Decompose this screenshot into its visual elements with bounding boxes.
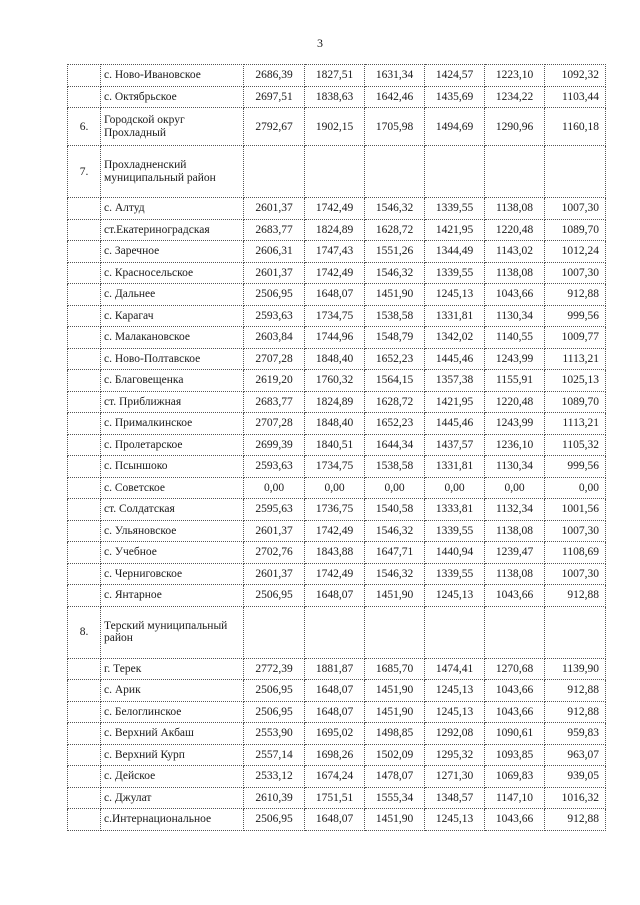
page-number: 3 [317, 36, 323, 50]
value-cell: 2593,63 [244, 305, 305, 327]
table-row [68, 723, 606, 745]
value-cell: 912,88 [545, 284, 606, 306]
value-cell: 1016,32 [545, 787, 606, 809]
value-cell: 1843,88 [305, 542, 365, 564]
value-cell: 1245,13 [425, 809, 485, 831]
value-cell: 1001,56 [545, 499, 606, 521]
value-cell: 1243,99 [485, 348, 545, 370]
row-number-cell [68, 370, 101, 392]
value-cell [485, 606, 545, 658]
row-number-cell [68, 744, 101, 766]
value-cell: 1555,34 [365, 787, 425, 809]
settlement-name-cell: с. Дейское [101, 766, 244, 788]
settlement-name-cell: ст. Приближная [101, 391, 244, 413]
settlement-name-cell: с. Заречное [101, 241, 244, 263]
row-number-cell [68, 262, 101, 284]
value-cell: 1113,21 [545, 413, 606, 435]
value-cell: 2619,20 [244, 370, 305, 392]
value-cell: 2686,39 [244, 65, 305, 87]
value-cell: 1424,57 [425, 65, 485, 87]
value-cell: 1043,66 [485, 284, 545, 306]
value-cell: 1840,51 [305, 434, 365, 456]
value-cell: 1628,72 [365, 391, 425, 413]
tariff-table [67, 64, 606, 831]
value-cell: 1652,23 [365, 348, 425, 370]
value-cell: 1007,30 [545, 563, 606, 585]
value-cell: 1223,10 [485, 65, 545, 87]
table-row [68, 606, 606, 658]
value-cell: 1234,22 [485, 86, 545, 108]
row-number-cell [68, 86, 101, 108]
settlement-name-cell: с. Псыншоко [101, 456, 244, 478]
value-cell: 1292,08 [425, 723, 485, 745]
value-cell: 1824,89 [305, 219, 365, 241]
value-cell: 0,00 [365, 477, 425, 499]
table-row [68, 219, 606, 241]
value-cell: 1648,07 [305, 680, 365, 702]
value-cell: 1742,49 [305, 563, 365, 585]
row-number-cell [68, 434, 101, 456]
value-cell: 2533,12 [244, 766, 305, 788]
value-cell: 1138,08 [485, 563, 545, 585]
settlement-name-cell: с. Красносельское [101, 262, 244, 284]
table-row [68, 520, 606, 542]
row-number-cell [68, 701, 101, 723]
value-cell: 2697,51 [244, 86, 305, 108]
value-cell: 1838,63 [305, 86, 365, 108]
value-cell: 1546,32 [365, 262, 425, 284]
value-cell: 1451,90 [365, 585, 425, 607]
table-row [68, 305, 606, 327]
settlement-name-cell: с. Благовещенка [101, 370, 244, 392]
value-cell: 1494,69 [425, 108, 485, 146]
row-number-cell [68, 305, 101, 327]
row-number-cell [68, 585, 101, 607]
value-cell: 1546,32 [365, 520, 425, 542]
value-cell: 1421,95 [425, 391, 485, 413]
value-cell: 1848,40 [305, 413, 365, 435]
value-cell: 2506,95 [244, 809, 305, 831]
row-number-cell [68, 499, 101, 521]
value-cell: 1744,96 [305, 327, 365, 349]
value-cell: 1881,87 [305, 658, 365, 680]
value-cell: 2506,95 [244, 284, 305, 306]
row-number-cell: 6. [68, 108, 101, 146]
value-cell: 2707,28 [244, 413, 305, 435]
table-row [68, 348, 606, 370]
value-cell [365, 146, 425, 198]
row-number-cell [68, 563, 101, 585]
table-row [68, 198, 606, 220]
value-cell: 1902,15 [305, 108, 365, 146]
row-number-cell [68, 284, 101, 306]
value-cell: 1647,71 [365, 542, 425, 564]
value-cell: 1451,90 [365, 809, 425, 831]
value-cell: 1069,83 [485, 766, 545, 788]
value-cell: 1143,02 [485, 241, 545, 263]
value-cell: 1290,96 [485, 108, 545, 146]
settlement-name-cell: с. Малакановское [101, 327, 244, 349]
settlement-name-cell: с. Арик [101, 680, 244, 702]
value-cell: 1113,21 [545, 348, 606, 370]
value-cell: 1742,49 [305, 262, 365, 284]
row-number-cell [68, 198, 101, 220]
value-cell: 1628,72 [365, 219, 425, 241]
value-cell: 1295,32 [425, 744, 485, 766]
value-cell: 1652,23 [365, 413, 425, 435]
row-number-cell [68, 391, 101, 413]
settlement-name-cell: с. Прималкинское [101, 413, 244, 435]
value-cell: 1742,49 [305, 198, 365, 220]
value-cell: 2683,77 [244, 391, 305, 413]
value-cell: 1130,34 [485, 456, 545, 478]
value-cell: 1339,55 [425, 520, 485, 542]
value-cell: 1089,70 [545, 391, 606, 413]
value-cell: 1648,07 [305, 585, 365, 607]
value-cell: 1108,69 [545, 542, 606, 564]
value-cell: 1348,57 [425, 787, 485, 809]
table-row [68, 108, 606, 146]
table-row [68, 327, 606, 349]
settlement-name-cell: с. Янтарное [101, 585, 244, 607]
row-number-cell [68, 809, 101, 831]
value-cell [305, 146, 365, 198]
value-cell: 1160,18 [545, 108, 606, 146]
value-cell: 1674,24 [305, 766, 365, 788]
value-cell: 1132,34 [485, 499, 545, 521]
value-cell: 1648,07 [305, 701, 365, 723]
value-cell: 1105,32 [545, 434, 606, 456]
value-cell: 999,56 [545, 456, 606, 478]
value-cell: 2601,37 [244, 563, 305, 585]
table-row [68, 86, 606, 108]
value-cell: 1685,70 [365, 658, 425, 680]
table-row [68, 585, 606, 607]
row-number-cell [68, 520, 101, 542]
value-cell: 1245,13 [425, 680, 485, 702]
value-cell: 1155,91 [485, 370, 545, 392]
value-cell: 1333,81 [425, 499, 485, 521]
settlement-name-cell: г. Терек [101, 658, 244, 680]
value-cell: 1698,26 [305, 744, 365, 766]
value-cell: 1538,58 [365, 456, 425, 478]
value-cell: 2707,28 [244, 348, 305, 370]
value-cell: 1138,08 [485, 520, 545, 542]
value-cell: 1331,81 [425, 305, 485, 327]
value-cell: 1421,95 [425, 219, 485, 241]
value-cell: 1012,24 [545, 241, 606, 263]
value-cell: 1827,51 [305, 65, 365, 87]
settlement-name-cell: с. Черниговское [101, 563, 244, 585]
value-cell [485, 146, 545, 198]
row-number-cell [68, 219, 101, 241]
value-cell: 2553,90 [244, 723, 305, 745]
value-cell [305, 606, 365, 658]
value-cell [244, 146, 305, 198]
table-row [68, 809, 606, 831]
value-cell: 1140,55 [485, 327, 545, 349]
row-number-cell [68, 787, 101, 809]
value-cell: 1043,66 [485, 680, 545, 702]
settlement-name-cell: с. Ново-Полтавское [101, 348, 244, 370]
value-cell: 0,00 [425, 477, 485, 499]
settlement-name-cell: с. Верхний Курп [101, 744, 244, 766]
value-cell: 2702,76 [244, 542, 305, 564]
row-number-cell [68, 348, 101, 370]
row-number-cell: 7. [68, 146, 101, 198]
settlement-name-cell: с. Ульяновское [101, 520, 244, 542]
value-cell: 1824,89 [305, 391, 365, 413]
value-cell: 1538,58 [365, 305, 425, 327]
value-cell: 1751,51 [305, 787, 365, 809]
settlement-name-cell: с. Ново-Ивановское [101, 65, 244, 87]
value-cell: 1270,68 [485, 658, 545, 680]
value-cell: 1239,47 [485, 542, 545, 564]
value-cell: 0,00 [305, 477, 365, 499]
value-cell: 2506,95 [244, 680, 305, 702]
value-cell: 2606,31 [244, 241, 305, 263]
value-cell: 1747,43 [305, 241, 365, 263]
value-cell: 1648,07 [305, 284, 365, 306]
value-cell: 1760,32 [305, 370, 365, 392]
value-cell [425, 146, 485, 198]
value-cell: 939,05 [545, 766, 606, 788]
value-cell: 2595,63 [244, 499, 305, 521]
value-cell: 959,83 [545, 723, 606, 745]
value-cell: 1502,09 [365, 744, 425, 766]
value-cell: 1736,75 [305, 499, 365, 521]
value-cell: 1642,46 [365, 86, 425, 108]
value-cell: 1139,90 [545, 658, 606, 680]
value-cell: 0,00 [545, 477, 606, 499]
value-cell: 912,88 [545, 701, 606, 723]
value-cell: 2699,39 [244, 434, 305, 456]
value-cell: 1220,48 [485, 391, 545, 413]
row-number-cell [68, 542, 101, 564]
value-cell: 1342,02 [425, 327, 485, 349]
settlement-name-cell: Городской округ Прохладный [101, 108, 244, 146]
settlement-name-cell: с. Джулат [101, 787, 244, 809]
value-cell: 912,88 [545, 809, 606, 831]
row-number-cell [68, 658, 101, 680]
row-number-cell [68, 413, 101, 435]
value-cell: 963,07 [545, 744, 606, 766]
table-row [68, 146, 606, 198]
value-cell: 1025,13 [545, 370, 606, 392]
value-cell: 1734,75 [305, 305, 365, 327]
value-cell: 1540,58 [365, 499, 425, 521]
value-cell: 1245,13 [425, 585, 485, 607]
value-cell: 1093,85 [485, 744, 545, 766]
value-cell: 2603,84 [244, 327, 305, 349]
settlement-name-cell: с. Алтуд [101, 198, 244, 220]
table-row [68, 413, 606, 435]
settlement-name-cell: с. Верхний Акбаш [101, 723, 244, 745]
table-row [68, 456, 606, 478]
row-number-cell [68, 456, 101, 478]
value-cell: 2601,37 [244, 198, 305, 220]
value-cell: 1243,99 [485, 413, 545, 435]
value-cell: 1548,79 [365, 327, 425, 349]
value-cell: 2557,14 [244, 744, 305, 766]
settlement-name-cell: с. Октябрьское [101, 86, 244, 108]
row-number-cell [68, 65, 101, 87]
row-number-cell: 8. [68, 606, 101, 658]
settlement-name-cell: ст. Солдатская [101, 499, 244, 521]
table-row [68, 477, 606, 499]
table-row [68, 787, 606, 809]
value-cell [545, 146, 606, 198]
value-cell: 1339,55 [425, 198, 485, 220]
value-cell: 2593,63 [244, 456, 305, 478]
value-cell: 1451,90 [365, 680, 425, 702]
value-cell: 1089,70 [545, 219, 606, 241]
value-cell: 1245,13 [425, 284, 485, 306]
value-cell: 1147,10 [485, 787, 545, 809]
value-cell: 1043,66 [485, 585, 545, 607]
value-cell: 0,00 [485, 477, 545, 499]
table-row [68, 658, 606, 680]
table-body [68, 65, 606, 831]
value-cell [244, 606, 305, 658]
table-row [68, 542, 606, 564]
row-number-cell [68, 327, 101, 349]
settlement-name-cell: Терский муниципальный район [101, 606, 244, 658]
table-row [68, 370, 606, 392]
value-cell [425, 606, 485, 658]
value-cell: 2683,77 [244, 219, 305, 241]
row-number-cell [68, 766, 101, 788]
table-row [68, 241, 606, 263]
value-cell: 1644,34 [365, 434, 425, 456]
value-cell: 2772,39 [244, 658, 305, 680]
value-cell: 1092,32 [545, 65, 606, 87]
table-row [68, 391, 606, 413]
value-cell: 2601,37 [244, 262, 305, 284]
table-row [68, 434, 606, 456]
row-number-cell [68, 241, 101, 263]
settlement-name-cell: с. Пролетарское [101, 434, 244, 456]
value-cell: 1445,46 [425, 348, 485, 370]
settlement-name-cell: с. Дальнее [101, 284, 244, 306]
value-cell: 1130,34 [485, 305, 545, 327]
value-cell: 1648,07 [305, 809, 365, 831]
settlement-name-cell: с.Интернациональное [101, 809, 244, 831]
value-cell: 1007,30 [545, 262, 606, 284]
table-row [68, 744, 606, 766]
value-cell: 1009,77 [545, 327, 606, 349]
row-number-cell [68, 477, 101, 499]
table-row [68, 766, 606, 788]
value-cell: 2601,37 [244, 520, 305, 542]
table-row [68, 499, 606, 521]
table-row [68, 680, 606, 702]
value-cell [545, 606, 606, 658]
value-cell: 1220,48 [485, 219, 545, 241]
value-cell: 1435,69 [425, 86, 485, 108]
table-row [68, 284, 606, 306]
value-cell: 1546,32 [365, 563, 425, 585]
value-cell: 1440,94 [425, 542, 485, 564]
value-cell: 1339,55 [425, 563, 485, 585]
row-number-cell [68, 723, 101, 745]
settlement-name-cell: с. Советское [101, 477, 244, 499]
value-cell: 1357,38 [425, 370, 485, 392]
value-cell: 1090,61 [485, 723, 545, 745]
value-cell: 1245,13 [425, 701, 485, 723]
value-cell: 1742,49 [305, 520, 365, 542]
value-cell: 1705,98 [365, 108, 425, 146]
value-cell: 1445,46 [425, 413, 485, 435]
row-number-cell [68, 680, 101, 702]
value-cell: 1271,30 [425, 766, 485, 788]
value-cell: 2792,67 [244, 108, 305, 146]
value-cell: 0,00 [244, 477, 305, 499]
value-cell: 1007,30 [545, 520, 606, 542]
value-cell: 1551,26 [365, 241, 425, 263]
value-cell: 1631,34 [365, 65, 425, 87]
table-row [68, 65, 606, 87]
value-cell: 1344,49 [425, 241, 485, 263]
value-cell: 1734,75 [305, 456, 365, 478]
value-cell: 1437,57 [425, 434, 485, 456]
settlement-name-cell: с. Карагач [101, 305, 244, 327]
value-cell: 1546,32 [365, 198, 425, 220]
settlement-name-cell: Прохладненский муниципальный район [101, 146, 244, 198]
settlement-name-cell: ст.Екатериноградская [101, 219, 244, 241]
value-cell: 1043,66 [485, 809, 545, 831]
value-cell: 999,56 [545, 305, 606, 327]
value-cell: 2610,39 [244, 787, 305, 809]
value-cell: 1474,41 [425, 658, 485, 680]
value-cell: 1103,44 [545, 86, 606, 108]
value-cell: 2506,95 [244, 701, 305, 723]
value-cell: 1848,40 [305, 348, 365, 370]
value-cell: 1695,02 [305, 723, 365, 745]
table-row [68, 262, 606, 284]
value-cell: 912,88 [545, 680, 606, 702]
table-row [68, 563, 606, 585]
value-cell: 1331,81 [425, 456, 485, 478]
value-cell: 1339,55 [425, 262, 485, 284]
value-cell: 2506,95 [244, 585, 305, 607]
value-cell: 1451,90 [365, 284, 425, 306]
value-cell: 1043,66 [485, 701, 545, 723]
table-row [68, 701, 606, 723]
value-cell: 1138,08 [485, 262, 545, 284]
value-cell: 1478,07 [365, 766, 425, 788]
value-cell: 1498,85 [365, 723, 425, 745]
settlement-name-cell: с. Белоглинское [101, 701, 244, 723]
value-cell: 1007,30 [545, 198, 606, 220]
value-cell [365, 606, 425, 658]
value-cell: 1236,10 [485, 434, 545, 456]
value-cell: 1451,90 [365, 701, 425, 723]
settlement-name-cell: с. Учебное [101, 542, 244, 564]
value-cell: 1138,08 [485, 198, 545, 220]
value-cell: 912,88 [545, 585, 606, 607]
value-cell: 1564,15 [365, 370, 425, 392]
